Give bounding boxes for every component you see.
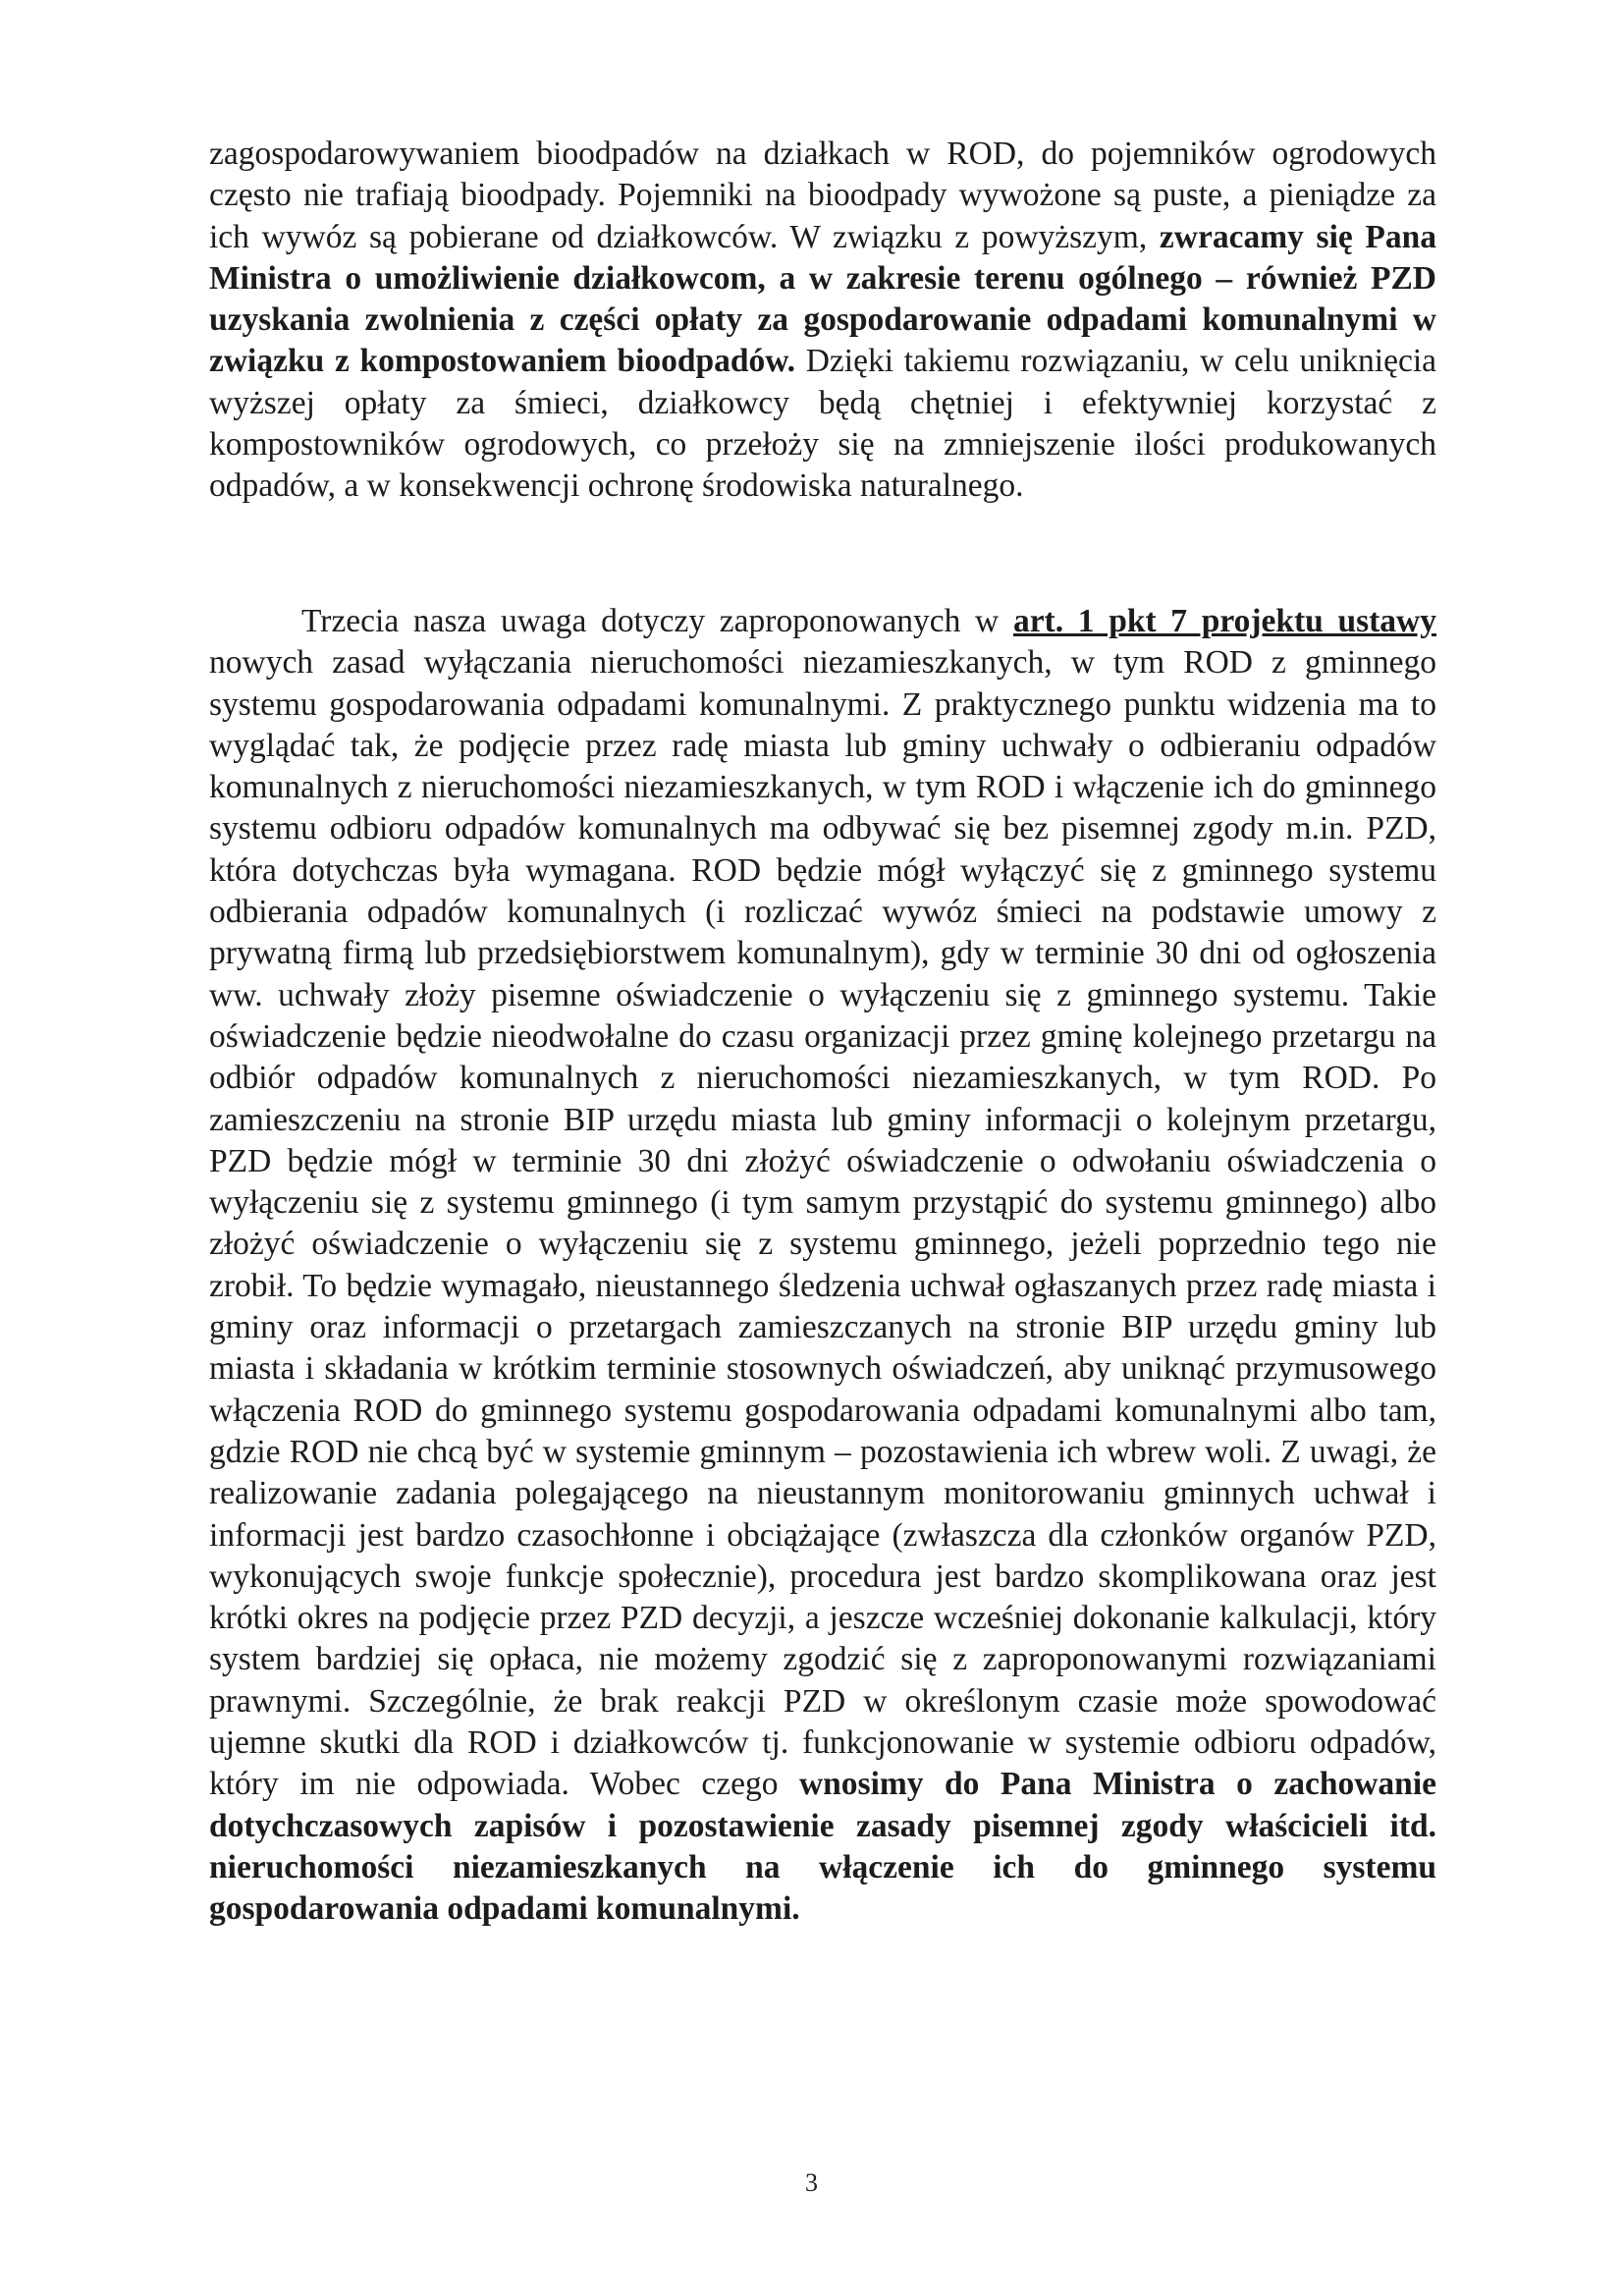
paragraph-text: zagospodarowywaniem bioodpadów na działkach w ROD, do pojemników ogrodowych często nie trafiają bioodpady. Pojemniki na bioodpady wywożone są puste, a pieniądze za ich wywóz są pobierane od działkowców. W związku z powyższym, [209, 136, 1436, 255]
paragraph-bold-request: wnosimy do Pana Ministra o zachowanie dotychczasowych zapisów i pozostawienie zasady pisemnej zgody właścicieli itd. nieruchomości niezamieszkanych na włączenie ich do gminnego systemu gospodarowania odpadami komunalnymi. [209, 1766, 1436, 1928]
law-article-reference: art. 1 pkt 7 projektu ustawy [1012, 603, 1436, 639]
page-number: 3 [805, 2168, 818, 2197]
paragraph-third-remark [209, 601, 1436, 1931]
paragraph-bold-request: zwracamy się Pana Ministra o umożliwienie działkowcom, a w zakresie terenu ogólnego – również PZD uzyskania zwolnienia z części opłaty za gospodarowanie odpadami komunalnymi w związku z kompostowaniem bioodpadów. [209, 218, 1436, 380]
paragraph-text: Trzecia nasza uwaga dotyczy zaproponowanych w [301, 603, 1013, 639]
paragraph-text: Dzięki takiemu rozwiązaniu, w celu uniknięcia wyższej opłaty za śmieci, działkowcy będą chętniej i efektywniej korzystać z kompostowników ogrodowych, co przełoży się na zmniejszenie ilości produkowanych odpadów, a w konsekwencji ochronę środowiska naturalnego. [209, 343, 1436, 505]
paragraph-text: nowych zasad wyłączania nieruchomości niezamieszkanych, w tym ROD z gminnego systemu gospodarowania odpadami komunalnymi. Z praktycznego punktu widzenia ma to wyglądać tak, że podjęcie przez radę miasta lub gminy uchwały o odbieraniu odpadów komunalnych z nieruchomości niezamieszkanych, w tym ROD i włączenie ich do gminnego systemu odbioru odpadów komunalnych ma odbywać się bez pisemnej zgody m.in. PZD, która dotychczas była wymagana. ROD będzie mógł wyłączyć się z gminnego systemu odbierania odpadów komunalnych (i rozliczać wywóz śmieci na podstawie umowy z prywatną firmą lub przedsiębiorstwem komunalnym), gdy w terminie 30 dni od ogłoszenia ww. uchwały złoży pisemne oświadczenie o wyłączeniu się z gminnego systemu. Takie oświadczenie będzie nieodwołalne do czasu organizacji przez gminę kolejnego przetargu na odbiór odpadów komunalnych z nieruchomości niezamieszkanych, w tym ROD. Po zamieszczeniu na stronie BIP urzędu miasta lub gminy informacji o kolejnym przetargu, PZD będzie mógł w terminie 30 dni złożyć oświadczenie o odwołaniu oświadczenia o wyłączeniu się z systemu gminnego (i tym samym przystąpić do systemu gminnego) albo złożyć oświadczenie o wyłączeniu się z systemu gminnego, jeżeli poprzednio tego nie zrobił. To będzie wymagało, nieustannego śledzenia uchwał ogłaszanych przez radę miasta i gminy oraz informacji o przetargach zamieszczanych na stronie BIP urzędu gminy lub miasta i składania w krótkim terminie stosownych oświadczeń, aby uniknąć przymusowego włączenia ROD do gminnego systemu gospodarowania odpadami komunalnymi albo tam, gdzie ROD nie chcą być w systemie gminnym – pozostawienia ich wbrew woli. Z uwagi, że realizowanie zadania polegającego na nieustannym monitorowaniu gminnych uchwał i informacji jest bardzo czasochłonne i obciążające (zwłaszcza dla członków organów PZD, wykonujących swoje funkcje społecznie), procedura jest bardzo skomplikowana oraz jest krótki okres na podjęcie przez PZD decyzji, a jeszcze wcześniej dokonanie kalkulacji, który system bardziej się opłaca, nie możemy zgodzić się z zaproponowanymi rozwiązaniami prawnymi. Szczególnie, że brak reakcji PZD w określonym czasie może spowodować ujemne skutki dla ROD i działkowców tj. funkcjonowanie w systemie odbioru odpadów, który im nie odpowiada. Wobec czego [209, 644, 1436, 1803]
paragraph-compost-exemption [209, 134, 1436, 508]
